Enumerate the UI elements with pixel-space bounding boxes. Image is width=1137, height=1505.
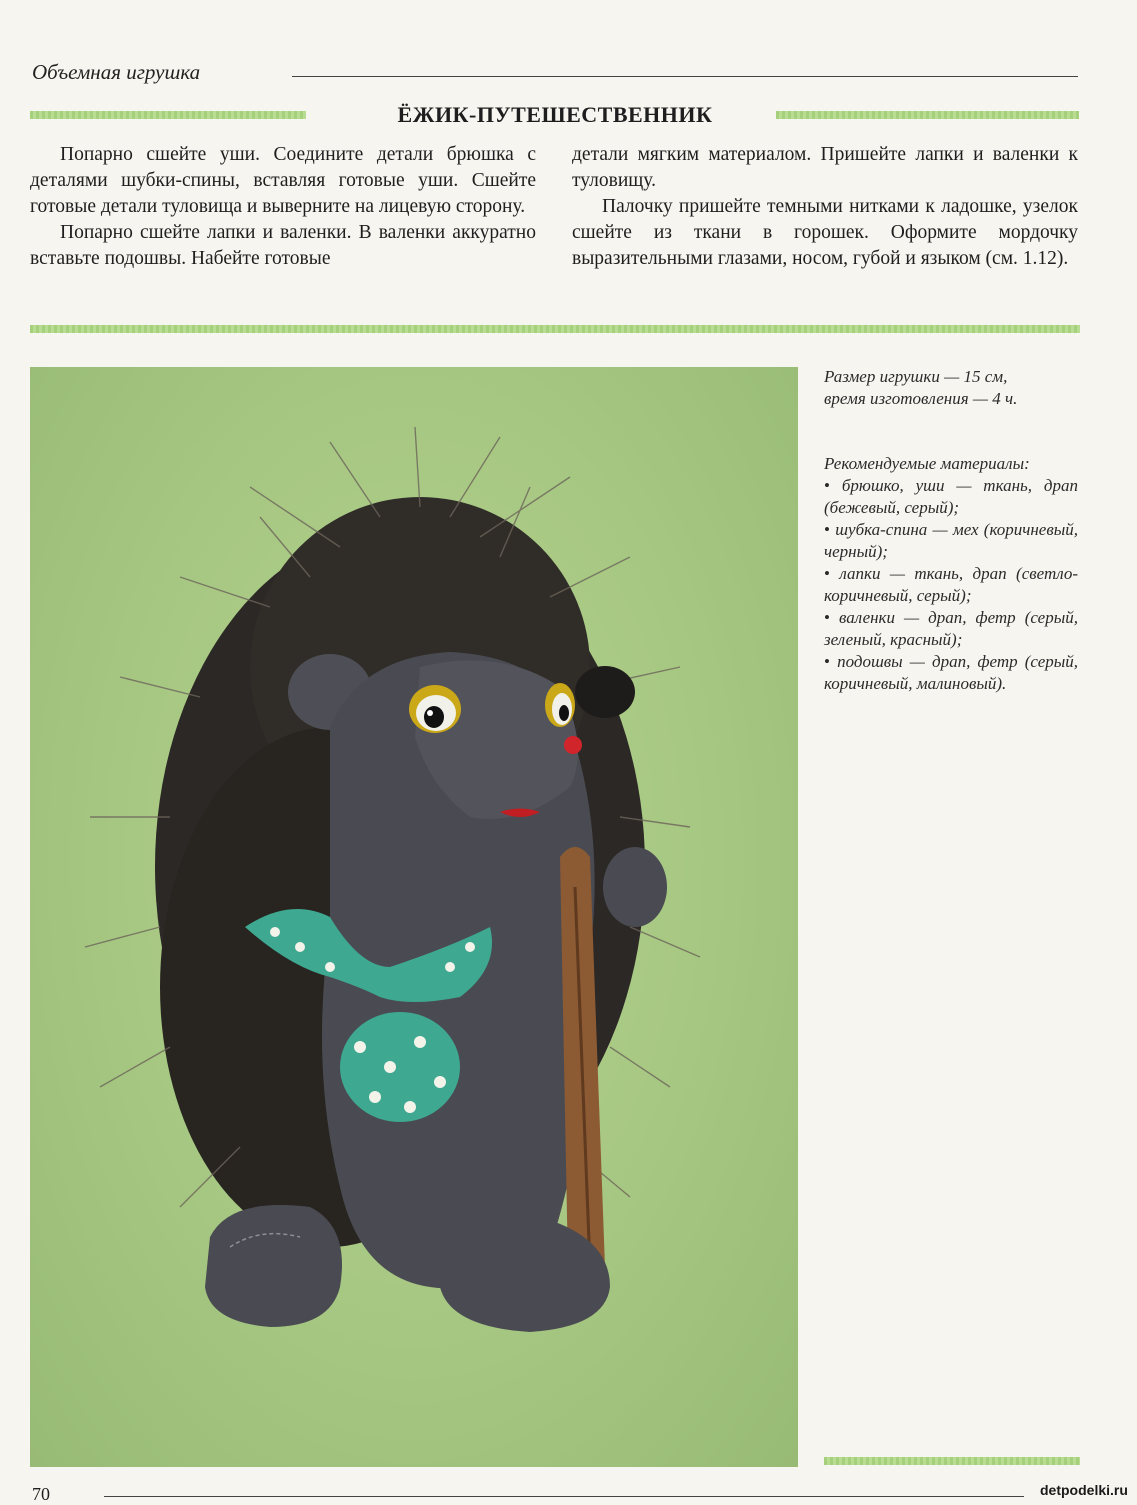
- toy-size-info: [824, 366, 1078, 410]
- text-column-right: [572, 142, 1078, 272]
- material-item: • шубка-спина — мех (коричневый, черный);: [824, 519, 1078, 563]
- text-column-left: [30, 142, 536, 272]
- ear-right: [575, 666, 635, 718]
- watermark: detpodelki.ru: [1040, 1482, 1128, 1498]
- time-line: время изготовления — 4 ч.: [824, 389, 1018, 408]
- material-item: • валенки — драп, фетр (серый, зеленый, красный);: [824, 607, 1078, 651]
- title-band-right: [776, 111, 1079, 119]
- page-title: ЁЖИК-ПУТЕШЕСТВЕННИК: [397, 102, 713, 127]
- paragraph: Палочку пришейте темными нитками к ладошке, узелок сшейте из ткани в горошек. Оформите мордочку выразительными глазами, носом, губой и языком (см. 1.12).: [572, 196, 1078, 269]
- material-item: • брюшко, уши — ткань, драп (бежевый, серый);: [824, 475, 1078, 519]
- boot-left: [205, 1205, 342, 1327]
- eye-right: [545, 683, 575, 727]
- paragraph: Попарно сшейте лапки и валенки. В валенки аккуратно вставьте подошвы. Набейте готовые: [30, 222, 536, 269]
- paragraph: детали мягким материалом. Пришейте лапки и валенки к туловищу.: [572, 144, 1078, 191]
- section-band: [30, 325, 1080, 333]
- eye-left: [409, 685, 461, 733]
- title-band-left: [30, 111, 306, 119]
- material-item: • лапки — ткань, драп (светло-коричневый, серый);: [824, 563, 1078, 607]
- nose: [564, 736, 582, 754]
- bottom-band: [824, 1457, 1080, 1465]
- materials-list: [824, 453, 1078, 695]
- size-line: Размер игрушки — 15 см,: [824, 367, 1008, 386]
- header-rule: [292, 76, 1078, 77]
- paw-right: [603, 847, 667, 927]
- footer-rule: [104, 1496, 1024, 1497]
- paragraph: Попарно сшейте уши. Соедините детали брюшка с деталями шубки-спины, вставляя готовые уши. Сшейте готовые детали туловища и выверните на лицевую сторону.: [30, 144, 536, 217]
- hedgehog-illustration: [30, 367, 798, 1467]
- page-number: 70: [32, 1484, 50, 1504]
- hedgehog-photo: [30, 367, 798, 1467]
- material-item: • подошвы — драп, фетр (серый, коричневый, малиновый).: [824, 651, 1078, 695]
- running-head: Объемная игрушка: [32, 60, 201, 84]
- materials-title: Рекомендуемые материалы:: [824, 454, 1030, 473]
